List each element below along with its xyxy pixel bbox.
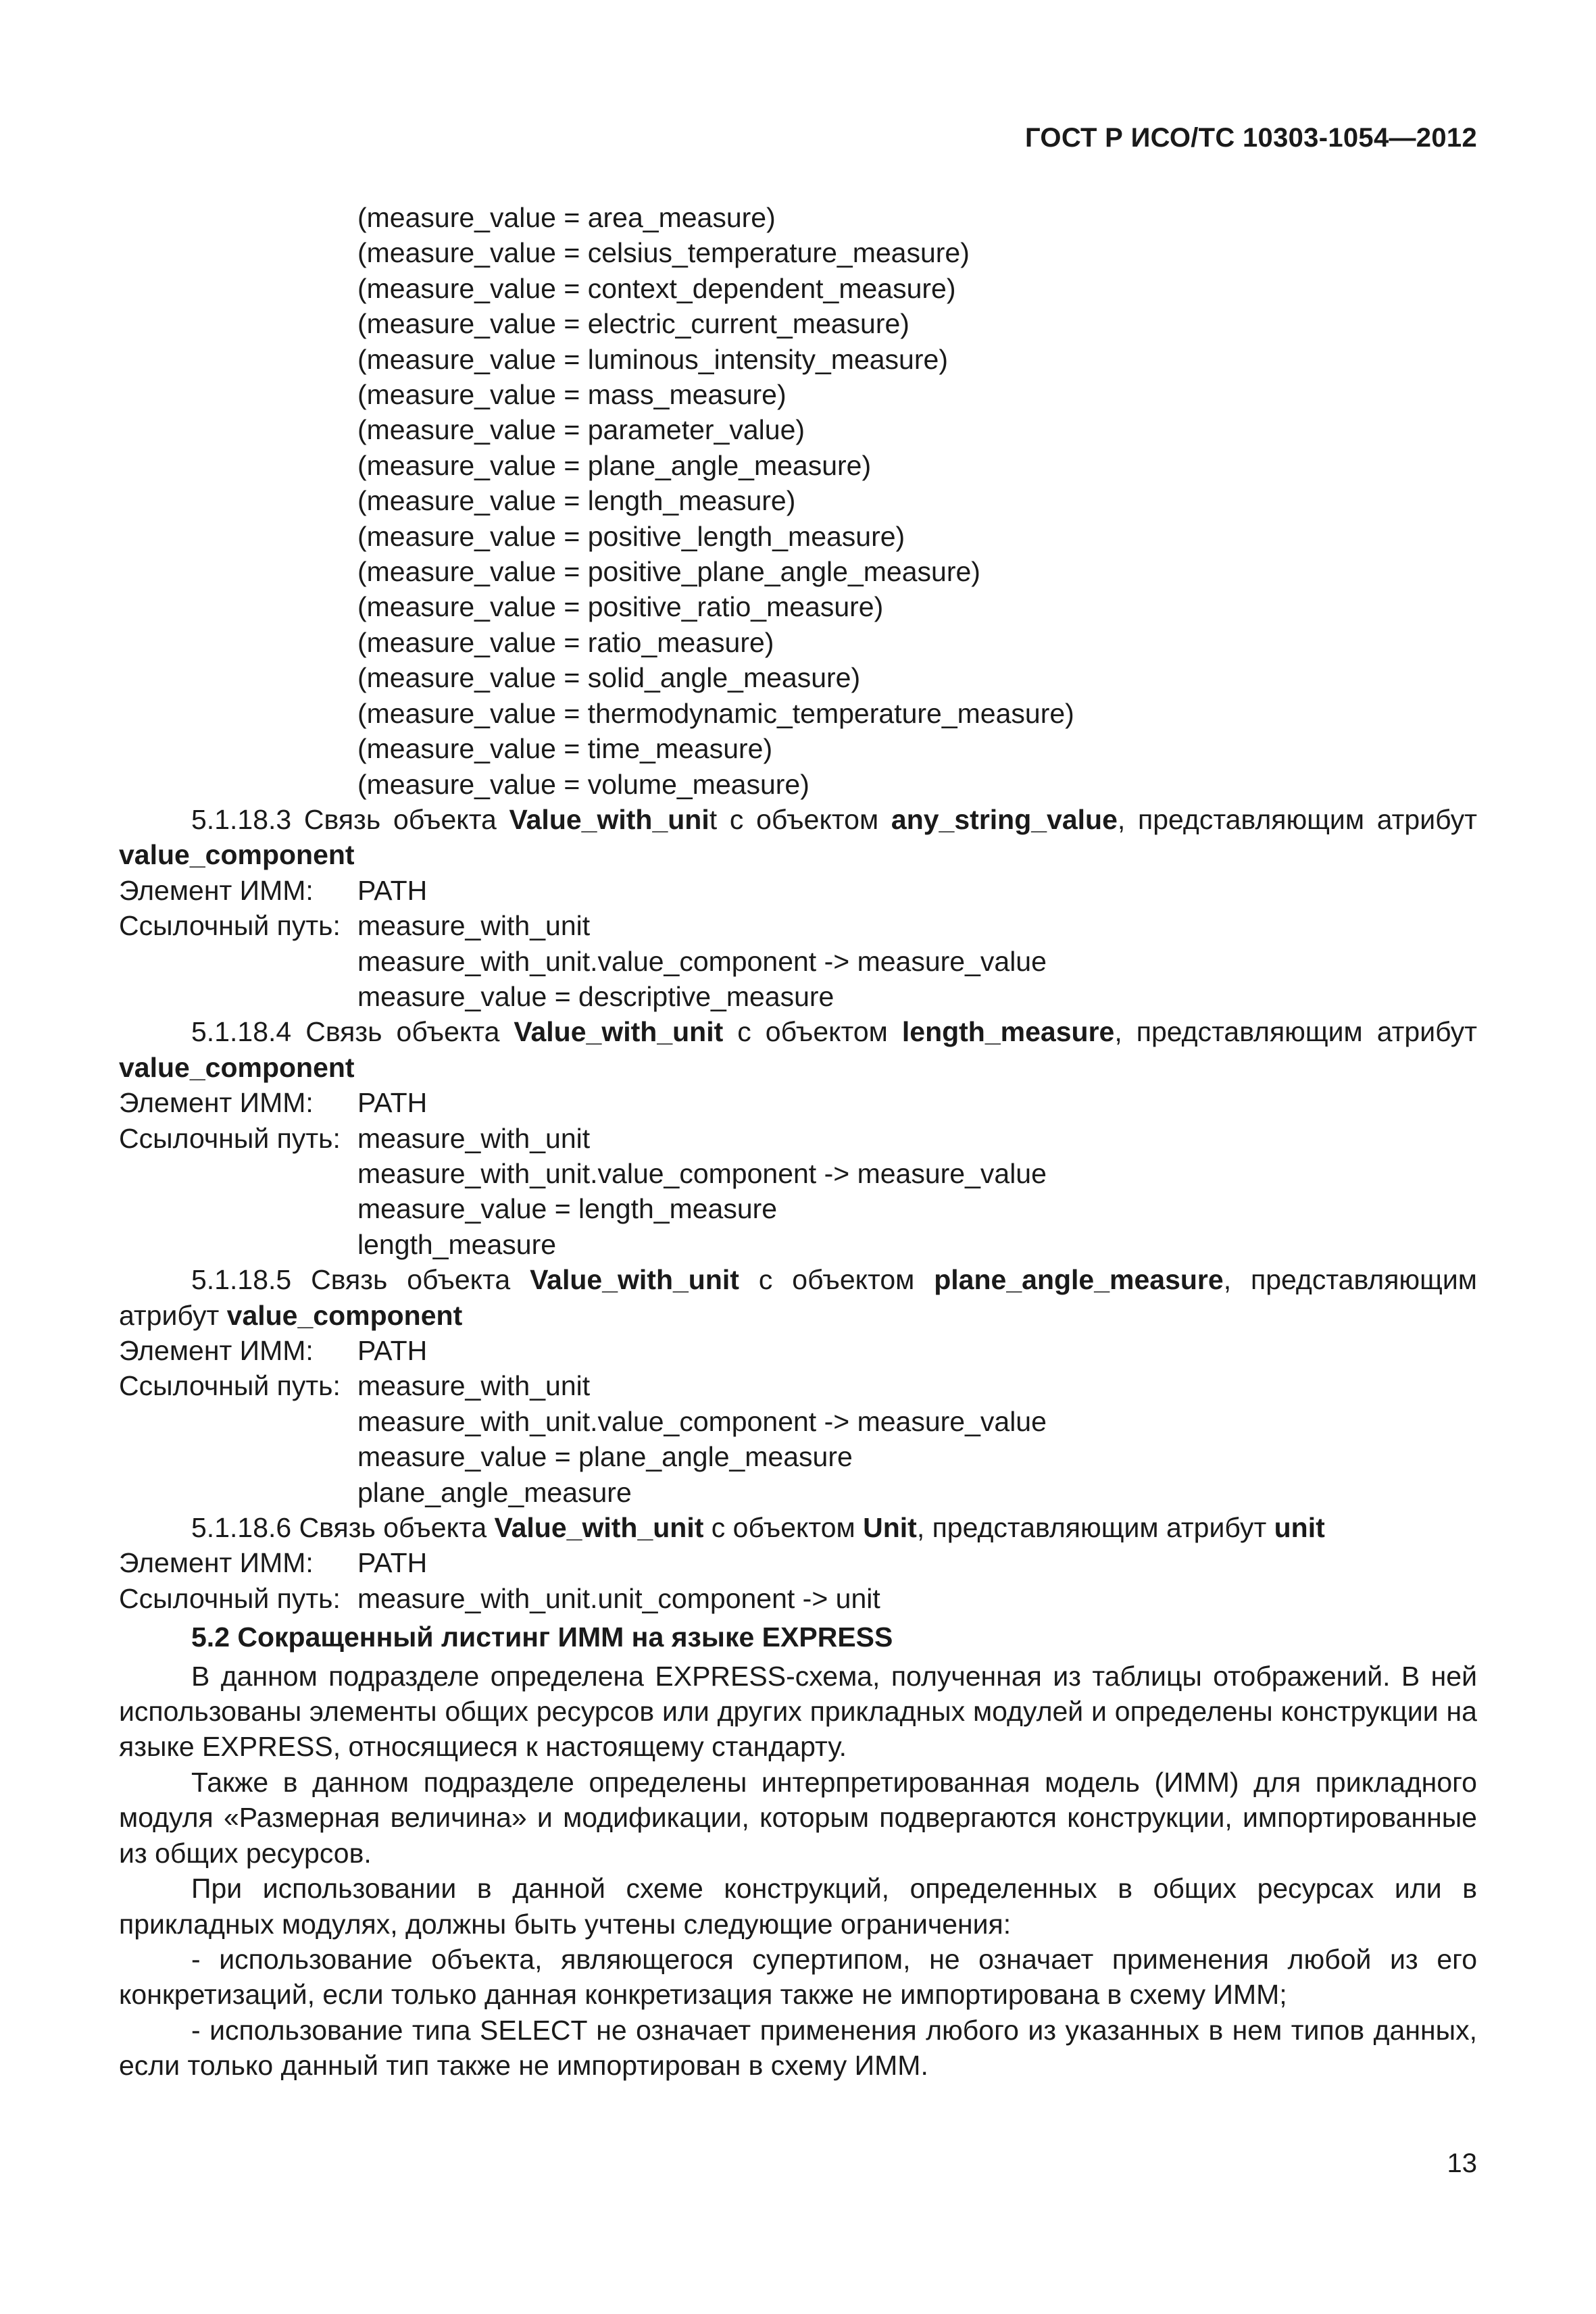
measure-line: (measure_value = time_measure) bbox=[357, 733, 773, 765]
paragraph: Также в данном подразделе определены интерпретированная модель (ИММ) для прикладного модуля «Размерная величина» и модификации, которым подвергаются конструкции, импортированные из общих ресурсов. bbox=[119, 1766, 1477, 1869]
document-header: ГОСТ Р ИСО/ТС 10303-1054—2012 bbox=[1024, 123, 1477, 153]
measure-line: (measure_value = ratio_measure) bbox=[357, 626, 774, 658]
clause-5-1-18-5 bbox=[119, 1262, 1477, 1510]
clause-title: 5.1.18.5 Связь объекта Value_with_unit с объектом plane_angle_measure, представляющим атрибут value_component bbox=[119, 1264, 1477, 1331]
element-row: Элемент ИММ: PATH bbox=[119, 874, 428, 906]
list-item: - использование типа SELECT не означает применения любого из указанных в нем типов данных, если только данный тип также не импортирован в схему ИММ. bbox=[119, 2014, 1477, 2082]
clause-title: 5.1.18.3 Связь объекта Value_with_unit с объектом any_string_value, представляющим атрибут value_component bbox=[119, 803, 1477, 871]
measure-line: (measure_value = plane_angle_measure) bbox=[357, 449, 872, 481]
ref-path-line: measure_value = plane_angle_measure bbox=[357, 1441, 853, 1473]
measure-line: (measure_value = positive_length_measure) bbox=[357, 520, 905, 552]
measure-line: (measure_value = context_dependent_measure) bbox=[357, 272, 956, 304]
clause-5-1-18-6 bbox=[119, 1510, 1477, 1616]
ref-path-row: Ссылочный путь: measure_with_unit bbox=[119, 1370, 591, 1402]
ref-path-row: Ссылочный путь: measure_with_unit bbox=[119, 910, 591, 942]
clause-title: 5.1.18.4 Связь объекта Value_with_unit с объектом length_measure, представляющим атрибут value_component bbox=[119, 1016, 1477, 1083]
section-5-2 bbox=[119, 1619, 1477, 2083]
measure-line: (measure_value = volume_measure) bbox=[357, 768, 809, 800]
page-number: 13 bbox=[1447, 2148, 1477, 2178]
list-item: - использование объекта, являющегося супертипом, не означает применения любой из его конкретизаций, если только данная конкретизация также не импортирована в схему ИММ; bbox=[119, 1943, 1477, 2011]
measure-line: (measure_value = solid_angle_measure) bbox=[357, 662, 861, 694]
clause-5-1-18-4 bbox=[119, 1014, 1477, 1262]
ref-path-line: measure_value = descriptive_measure bbox=[357, 980, 834, 1012]
measure-value-list bbox=[119, 200, 1477, 802]
measure-line: (measure_value = mass_measure) bbox=[357, 379, 787, 411]
measure-line: (measure_value = positive_ratio_measure) bbox=[357, 591, 884, 623]
ref-path-line: measure_value = length_measure bbox=[357, 1193, 778, 1225]
ref-path-row: Ссылочный путь: measure_with_unit.unit_component -> unit bbox=[119, 1582, 880, 1614]
clause-title: 5.1.18.6 Связь объекта Value_with_unit с объектом Unit, представляющим атрибут unit bbox=[191, 1512, 1325, 1544]
measure-line: (measure_value = luminous_intensity_measure) bbox=[357, 343, 948, 375]
measure-line: (measure_value = length_measure) bbox=[357, 485, 796, 517]
measure-line: (measure_value = celsius_temperature_measure) bbox=[357, 237, 970, 269]
measure-line: (measure_value = electric_current_measure) bbox=[357, 308, 909, 340]
measure-line: (measure_value = thermodynamic_temperature_measure) bbox=[357, 697, 1074, 729]
measure-line: (measure_value = positive_plane_angle_measure) bbox=[357, 556, 980, 588]
ref-path-row: Ссылочный путь: measure_with_unit bbox=[119, 1122, 591, 1154]
measure-line: (measure_value = area_measure) bbox=[357, 202, 776, 233]
paragraph: В данном подразделе определена EXPRESS-схема, полученная из таблицы отображений. В ней использованы элементы общих ресурсов или других прикладных модулей и определены конструкции на языке EXPRESS, относящиеся к настоящему стандарту. bbox=[119, 1660, 1477, 1763]
ref-path-line: length_measure bbox=[357, 1228, 557, 1260]
ref-path-line: measure_with_unit.value_component -> measure_value bbox=[357, 945, 1047, 977]
element-row: Элемент ИММ: PATH bbox=[119, 1547, 428, 1579]
ref-path-line: plane_angle_measure bbox=[357, 1476, 632, 1508]
ref-path-line: measure_with_unit.value_component -> measure_value bbox=[357, 1405, 1047, 1437]
section-heading: 5.2 Сокращенный листинг ИММ на языке EXPRESS bbox=[191, 1621, 893, 1653]
element-row: Элемент ИММ: PATH bbox=[119, 1087, 428, 1119]
page-content bbox=[119, 200, 1477, 2084]
clause-5-1-18-3 bbox=[119, 802, 1477, 1014]
paragraph: При использовании в данной схеме конструкций, определенных в общих ресурсах или в прикладных модулях, должны быть учтены следующие ограничения: bbox=[119, 1873, 1477, 1940]
ref-path-line: measure_with_unit.value_component -> measure_value bbox=[357, 1157, 1047, 1189]
measure-line: (measure_value = parameter_value) bbox=[357, 414, 805, 446]
element-row: Элемент ИММ: PATH bbox=[119, 1335, 428, 1366]
